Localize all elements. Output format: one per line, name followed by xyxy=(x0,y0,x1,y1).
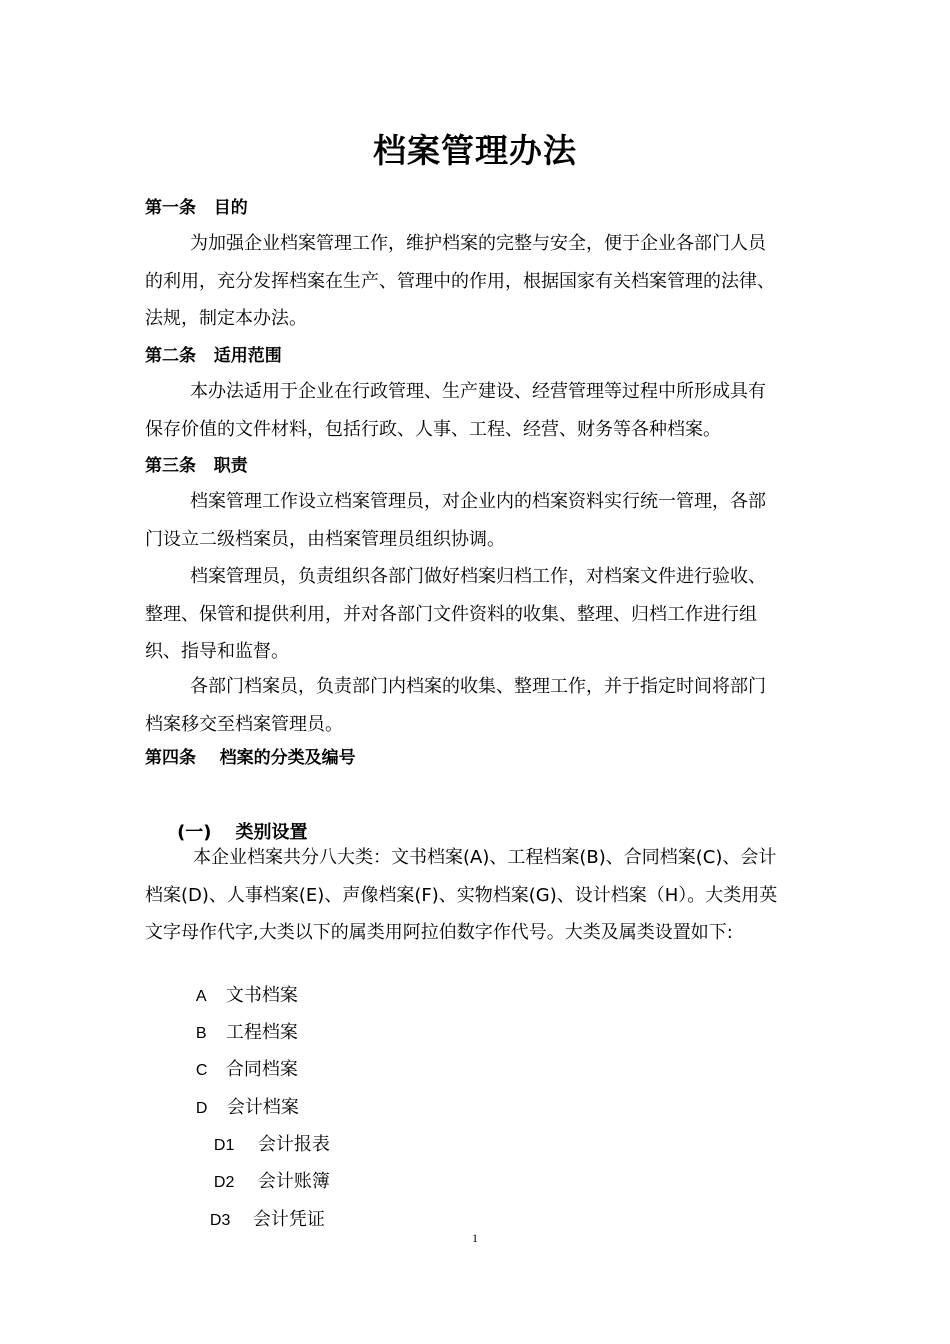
category-label: 会计档案 xyxy=(226,1097,299,1118)
paragraph-line: 本办法适用于企业在行政管理、生产建设、经营管理等过程中所形成具有 xyxy=(190,381,766,402)
category-label: 合同档案 xyxy=(225,1059,298,1080)
paragraph-line: 法规，制定本办法。 xyxy=(145,308,307,329)
article-4-intro-paragraph xyxy=(145,839,825,952)
category-code: B xyxy=(195,1025,207,1042)
subcategory-code: D3 xyxy=(209,1212,231,1229)
category-label: 文书档案 xyxy=(225,985,298,1006)
paragraph-line: 本企业档案共分八大类：文书档案(A)、工程档案(B)、合同档案(C)、会计 xyxy=(193,847,777,868)
paragraph-line: 各部门档案员，负责部门内档案的收集、整理工作，并于指定时间将部门 xyxy=(190,676,766,697)
subcategory-code: D2 xyxy=(213,1174,235,1191)
article-2-heading: 第二条 适用范围 xyxy=(145,346,282,366)
category-code: A xyxy=(195,988,207,1005)
article-2-paragraph xyxy=(145,373,825,448)
article-3-heading: 第三条 职责 xyxy=(145,456,248,476)
category-code: D xyxy=(195,1100,208,1117)
paragraph-line: 档案管理员，负责组织各部门做好档案归档工作，对档案文件进行验收、 xyxy=(190,566,766,587)
paragraph-line: 档案移交至档案管理员。 xyxy=(145,713,343,735)
subcategory-item xyxy=(187,1181,325,1260)
section-title: 类别设置 xyxy=(235,822,308,843)
article-1-heading: 第一条 目的 xyxy=(145,198,248,218)
section-number: (一) xyxy=(177,822,212,843)
paragraph-line: 门设立二级档案员，由档案管理员组织协调。 xyxy=(145,528,505,550)
paragraph-line: 文字母作代字,大类以下的属类用阿拉伯数字作代号。大类及属类设置如下: xyxy=(145,922,733,943)
paragraph-line: 保存价值的文件材料，包括行政、人事、工程、经营、财务等各种档案。 xyxy=(145,418,721,440)
paragraph-line: 档案(D)、人事档案(E)、声像档案(F)、实物档案(G)、设计档案（H）。大类用英 xyxy=(145,884,778,906)
category-label: 工程档案 xyxy=(225,1022,298,1043)
page-number: 1 xyxy=(472,1231,478,1245)
article-3-paragraph-1 xyxy=(145,483,825,558)
subcategory-label: 会计账簿 xyxy=(257,1171,330,1192)
article-1-paragraph xyxy=(145,225,825,338)
article-4-heading: 第四条 档案的分类及编号 xyxy=(145,748,356,768)
document-title: 档案管理办法 xyxy=(373,131,577,170)
paragraph-line: 的利用，充分发挥档案在生产、管理中的作用，根据国家有关档案管理的法律、 xyxy=(145,270,775,292)
subcategory-label: 会计凭证 xyxy=(252,1209,325,1230)
paragraph-line: 为加强企业档案管理工作，维护档案的完整与安全，便于企业各部门人员 xyxy=(190,233,766,254)
article-3-paragraph-2 xyxy=(145,558,825,671)
category-code: C xyxy=(195,1062,208,1079)
paragraph-line: 整理、保管和提供利用，并对各部门文件资料的收集、整理、归档工作进行组 xyxy=(145,603,757,625)
subcategory-code: D1 xyxy=(213,1137,235,1154)
paragraph-line: 档案管理工作设立档案管理员，对企业内的档案资料实行统一管理，各部 xyxy=(190,491,766,512)
paragraph-line: 织、指导和监督。 xyxy=(145,641,289,662)
subcategory-label: 会计报表 xyxy=(257,1134,330,1155)
article-3-paragraph-3 xyxy=(145,668,825,743)
